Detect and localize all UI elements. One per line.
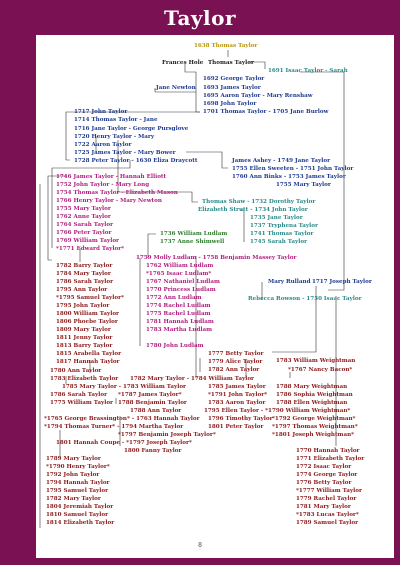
person-entry: 1754 Thomas Taylor - Elizabeth Mason [56, 190, 178, 196]
person-entry: *1771 Edward Taylor* [56, 246, 125, 252]
person-entry: 1770 Hannah Taylor [296, 448, 360, 454]
person-entry: 1783 Martha Ludlam [146, 327, 213, 333]
person-entry: 1780 John Ludlam [146, 343, 204, 349]
person-entry: 1775 Rachel Ludlam [146, 311, 211, 317]
person-entry: 1770 Princess Ludlam [146, 287, 216, 293]
person-entry: 1782 Mary Taylor - 1784 William Taylor [130, 376, 254, 382]
person-entry: 1788 Ellen Weightman [276, 400, 348, 406]
person-entry: 1752 John Taylor - Mary Long [56, 182, 150, 188]
person-entry: 1815 Arabella Taylor [56, 351, 122, 357]
person-entry: 1755 Mary Taylor [276, 182, 331, 188]
person-entry: 1776 Betty Taylor [296, 480, 352, 486]
person-entry: *1797 Benjamin Joseph Taylor* [118, 432, 216, 438]
person-entry: *1767 Nancy Bacon* [288, 367, 353, 373]
person-entry: 1782 Ann Taylor [208, 367, 260, 373]
person-entry: *1794 Thomas Turner* - 1794 Martha Taylor [44, 424, 184, 430]
person-entry: 1781 Hannah Ludlam [146, 319, 214, 325]
person-entry: 1795 John Taylor [56, 303, 110, 309]
person-entry: 1766 Peter Taylor [56, 230, 112, 236]
person-entry: 1814 Elizabeth Taylor [46, 520, 115, 526]
person-entry: *1765 Isaac Ludlam* [146, 271, 212, 277]
person-entry: 1801 Peter Taylor [208, 424, 264, 430]
person-entry: 1698 John Taylor [203, 101, 257, 107]
person-entry: 1736 William Ludlam [160, 231, 228, 237]
person-entry: 1794 Hannah Taylor [46, 480, 110, 486]
person-entry: 1767 Nathaniel Ludlam [146, 279, 220, 285]
person-entry: 1786 Sarah Taylor [50, 392, 108, 398]
person-entry: 1800 Fanny Taylor [124, 448, 182, 454]
person-entry: Elizabeth Strutt - 1734 John Taylor [198, 207, 308, 213]
person-entry: Jane Newton [156, 85, 196, 91]
person-entry: 1755 Ellen Sweeten - 1751 John Taylor [232, 166, 354, 172]
person-entry: 1771 Elizabeth Taylor [296, 456, 365, 462]
person-entry: 1691 Isaac Taylor - Sarah [268, 68, 348, 74]
person-entry: 1695 Aaron Taylor - Mary Renshaw [203, 93, 313, 99]
person-entry: 1759 Molly Ludlam - 1758 Benjamin Massey Taylor [136, 255, 297, 261]
person-entry: Rebecca Rowson - 1750 Isaac Taylor [248, 296, 362, 302]
person-entry: Mary Rulland [268, 279, 311, 285]
person-entry: 1782 Barry Taylor [56, 263, 113, 269]
person-entry: 1737 Tryphena Taylor [250, 223, 318, 229]
person-entry: 1817 Hannah Taylor [56, 359, 120, 365]
person-entry: 1772 Ann Ludlam [146, 295, 202, 301]
person-entry: 1720 Henry Taylor - Mary [74, 134, 155, 140]
person-entry: *1795 Samuel Taylor* [56, 295, 124, 301]
person-entry: *1791 John Taylor* [208, 392, 268, 398]
person-entry: 1789 Mary Taylor [46, 456, 101, 462]
person-entry: 1746 James Taylor - Hannah Elliott [56, 174, 167, 180]
person-entry: 1796 Timothy Taylor [208, 416, 273, 422]
person-entry: 1781 Mary Taylor [296, 504, 351, 510]
person-entry: 1795 Samuel Taylor [46, 488, 109, 494]
person-entry: 1762 William Ludlam [146, 263, 214, 269]
person-entry: 1810 Samuel Taylor [46, 512, 109, 518]
person-entry: 1779 Alice Taylor [208, 359, 263, 365]
person-entry: 1772 Isaac Taylor [296, 464, 352, 470]
person-entry: 1800 William Taylor [56, 311, 119, 317]
person-entry: 1783 William Weightman [276, 358, 356, 364]
person-entry: Frances Hole [162, 60, 204, 66]
person-entry: Thomas Shaw - 1732 Dorothy Taylor [202, 199, 316, 205]
person-entry: 1741 Thomas Taylor [250, 231, 314, 237]
person-entry: 1693 James Taylor [203, 85, 261, 91]
person-entry: 1786 Sarah Taylor [56, 279, 114, 285]
person-entry: 1777 Betty Taylor [208, 351, 264, 357]
person-entry: 1795 Ellen Taylor - *1790 William Weightman* [204, 408, 351, 414]
person-entry: 1766 Henry Taylor - Mary Newton [56, 198, 162, 204]
person-entry: 1806 Phoebe Taylor [56, 319, 118, 325]
person-entry: 1775 William Taylor [50, 400, 113, 406]
person-entry: *1765 George Brassington* - 1763 Hannah Taylor [44, 416, 200, 422]
person-entry: 1788 Ann Taylor [130, 408, 182, 414]
person-entry: *1790 Henry Taylor* [46, 464, 110, 470]
person-entry: 1725 James Taylor - Mary Bower [74, 150, 176, 156]
person-entry: 1762 Anne Taylor [56, 214, 111, 220]
person-entry: James Ashey - 1749 Jane Taylor [232, 158, 331, 164]
person-entry: 1782 Mary Taylor [46, 496, 101, 502]
connector-line [240, 210, 244, 242]
person-entry: 1638 Thomas Taylor [194, 43, 258, 49]
person-entry: 1774 Rachel Ludlam [146, 303, 211, 309]
person-entry: 1728 Peter Taylor - 1630 Eliza Draycott [74, 158, 198, 164]
person-entry: 1769 William Taylor [56, 238, 119, 244]
person-entry: 1760 Ann Binks - 1753 James Taylor [232, 174, 346, 180]
person-entry: 1735 Jane Taylor [250, 215, 303, 221]
person-entry: 1764 Sarah Taylor [56, 222, 114, 228]
person-entry: 1811 Jenny Taylor [56, 335, 113, 341]
person-entry: 1716 Jane Taylor - George Pursglove [74, 126, 189, 132]
person-entry: 1789 Samuel Taylor [296, 520, 359, 526]
person-entry: Thomas Taylor [208, 60, 254, 66]
person-entry: 1792 John Taylor [46, 472, 100, 478]
person-entry: 1780 Ann Taylor [50, 368, 102, 374]
page-number: 8 [198, 542, 202, 549]
person-entry: *1787 James Taylor* [118, 392, 182, 398]
person-entry: 1788 Benjamin Taylor [118, 400, 187, 406]
person-entry: 1785 Mary Taylor - 1783 William Taylor [62, 384, 186, 390]
person-entry: 1813 Barry Taylor [56, 343, 113, 349]
person-entry: 1692 George Taylor [203, 76, 265, 82]
person-entry: 1745 Sarah Taylor [250, 239, 308, 245]
person-entry: 1714 Thomas Taylor - Jane [74, 117, 158, 123]
connector-line [300, 72, 344, 290]
person-entry: 1786 Sophia Weightman [276, 392, 353, 398]
person-entry: 1801 Hannah Coupe - *1797 Joseph Taylor* [56, 440, 192, 446]
person-entry: 1783 Aaron Taylor [208, 400, 266, 406]
person-entry: *1797 Thomas Weightman* [272, 424, 358, 430]
person-entry: *1783 Lucas Taylor* [296, 512, 359, 518]
page-title: Taylor [163, 6, 237, 30]
person-entry: 1717 Joseph Taylor [312, 279, 372, 285]
person-entry: 1722 Aaron Taylor [74, 142, 132, 148]
person-entry: 1788 Mary Weightman [276, 384, 348, 390]
person-entry: 1804 Jeremiah Taylor [46, 504, 114, 510]
person-entry: 1755 Mary Taylor [56, 206, 111, 212]
person-entry: 1737 Anne Shimwell [160, 239, 225, 245]
person-entry: 1779 Rachel Taylor [296, 496, 357, 502]
person-entry: 1809 Mary Taylor [56, 327, 111, 333]
person-entry: 1701 Thomas Taylor - 1705 Jane Burlow [203, 109, 329, 115]
person-entry: *1801 Joseph Weightman* [272, 432, 355, 438]
person-entry: *1777 William Taylor [296, 488, 362, 494]
person-entry: 1717 John Taylor [74, 109, 128, 115]
person-entry: 1795 Ann Taylor [56, 287, 108, 293]
person-entry: 1784 Mary Taylor [56, 271, 111, 277]
person-entry: 1774 George Taylor [296, 472, 358, 478]
family-tree-sheet [36, 35, 394, 558]
person-entry: *1792 George Weightman* [272, 416, 356, 422]
person-entry: 1785 James Taylor [208, 384, 266, 390]
person-entry: 1783 Elizabeth Taylor [50, 376, 119, 382]
